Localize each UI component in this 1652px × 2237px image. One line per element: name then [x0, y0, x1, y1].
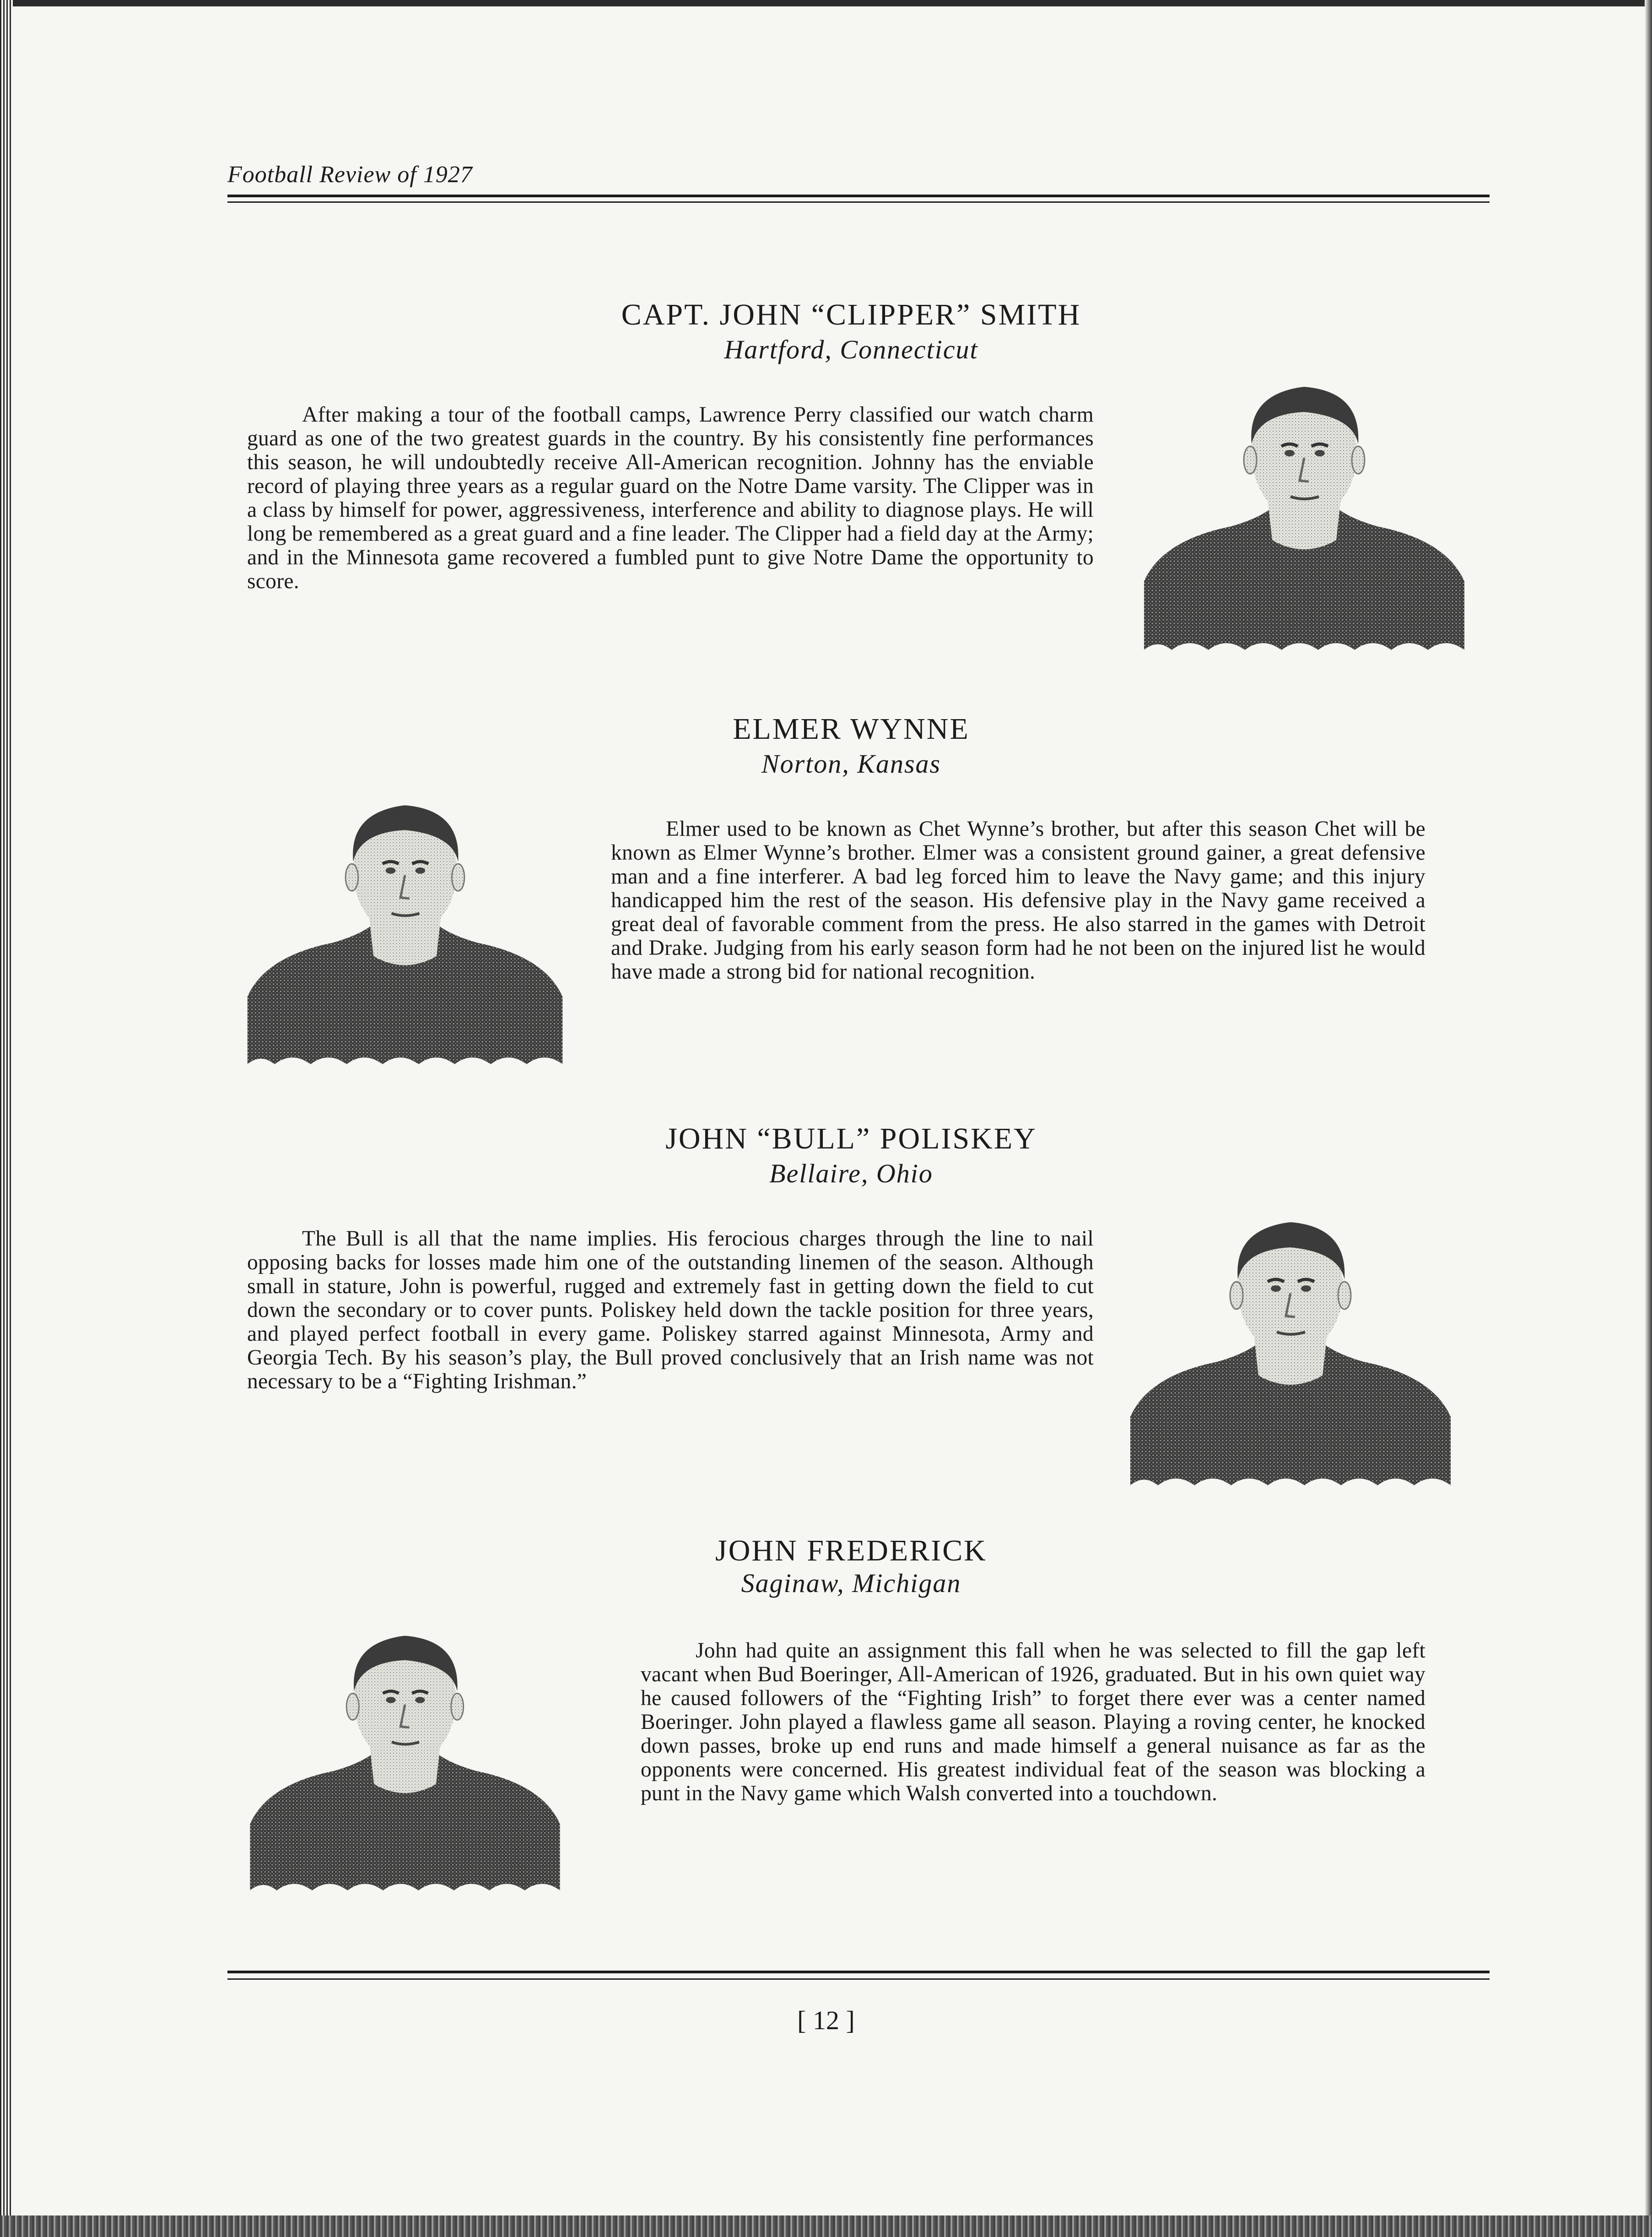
player-portrait-photo	[247, 785, 563, 1064]
footer-rule-thin	[227, 1978, 1490, 1980]
scan-edge-bottom	[0, 2215, 1652, 2237]
player-hometown: Norton, Kansas	[761, 749, 941, 779]
player-hometown: Hartford, Connecticut	[724, 335, 978, 364]
player-portrait-photo	[1121, 1202, 1460, 1485]
player-name-heading: JOHN FREDERICK	[715, 1534, 987, 1567]
footer-rule-thick	[227, 1971, 1490, 1973]
player-name-heading: ELMER WYNNE	[733, 712, 970, 746]
player-hometown: Saginaw, Michigan	[741, 1568, 961, 1598]
player-portrait-photo	[247, 1616, 563, 1890]
player-name-heading: CAPT. JOHN “CLIPPER” SMITH	[621, 298, 1081, 331]
player-bio: After making a tour of the football camps, Lawrence Perry classified our watch charm guard as one of the two greatest guards in the country. By his consistently fine performances this season, he will undoubtedly receive All-American recognition. Johnny has the enviable record of playing three years as a regular guard on the Notre Dame varsity. The Clipper was in a class by himself for power, aggressiveness, interference and ability to diagnose plays. He will long be remembered as a great guard and a fine leader. The Clipper had a field day at the Army; and in the Minnesota game recovered a fumbled punt to give Notre Dame the opportunity to score.	[247, 403, 1094, 593]
player-name-heading: JOHN “BULL” POLISKEY	[665, 1122, 1037, 1155]
page-number: [ 12 ]	[797, 2005, 855, 2035]
header-rule-thick	[227, 195, 1490, 197]
player-bio: John had quite an assignment this fall when he was selected to fill the gap left vacant when Bud Boeringer, All-American of 1926, graduated. But in his own quiet way he caused followers of the “Fighting Irish” to forget there ever was a center named Boeringer. John played a flawless game all season. Playing a roving center, he knocked down passes, broke up end runs and made himself a general nuisance as far as the opponents were concerned. His greatest individual feat of the season was blocking a punt in the Navy game which Walsh converted into a touchdown.	[641, 1639, 1425, 1805]
scan-edge-left	[0, 0, 13, 2237]
player-portrait-photo	[1144, 366, 1464, 650]
player-hometown: Bellaire, Ohio	[769, 1159, 933, 1188]
scan-edge-top	[0, 0, 1652, 6]
running-head: Football Review of 1927	[227, 162, 473, 188]
header-rule-thin	[227, 201, 1490, 203]
player-bio: Elmer used to be known as Chet Wynne’s brother, but after this season Chet will be known as Elmer Wynne’s brother. Elmer was a consistent ground gainer, a great defensive man and a fine interferer. A bad leg forced him to leave the Navy game; and this injury handicapped him the rest of the season. His defensive play in the Navy game received a great deal of favorable comment from the press. He also starred in the games with Detroit and Drake. Judging from his early season form had he not been on the injured list he would have made a strong bid for national recognition.	[611, 817, 1425, 984]
player-bio: The Bull is all that the name implies. His ferocious charges through the line to nail opposing backs for losses made him one of the outstanding linemen of the season. Although small in stature, John is powerful, rugged and extremely fast in getting down the field to cut down the secondary or to cover punts. Poliskey held down the tackle position for three years, and played perfect football in every game. Poliskey starred against Minnesota, Army and Georgia Tech. By his season’s play, the Bull proved conclusively that an Irish name was not necessary to be a “Fighting Irishman.”	[247, 1227, 1094, 1393]
scan-edge-right	[1645, 0, 1652, 2237]
